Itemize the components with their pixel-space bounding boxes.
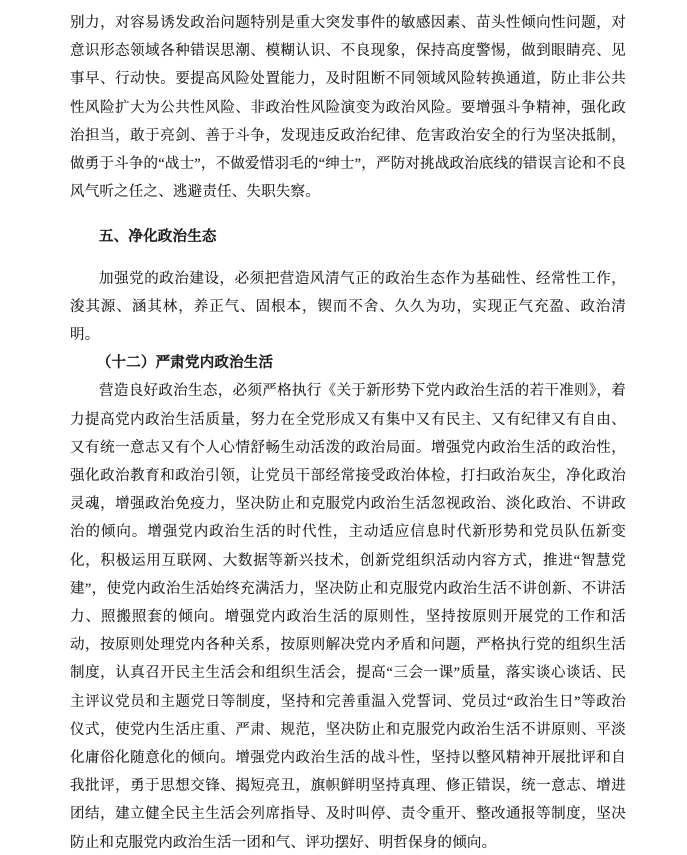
section-heading: 五、净化政治生态 [99,229,217,246]
subsection-body-paragraph: 营造良好政治生态，必须严格执行《关于新形势下党内政治生活的若干准则》，着力提高党内政治生活质量，努力在全党形成又有集中又有民主、又有纪律又有自由、又有统一意志又有个人心情舒畅生动活泼的政治局面。增强党内政治生活的政治性，强化政治教育和政治引领，让党员干部经常接受政治体检，打扫政治灰尘，净化政治灵魂，增强政治免疫力，坚决防止和克服党内政治生活忽视政治、淡化政治、不讲政治的倾向。增强党内政治生活的时代性，主动适应信息时代新形势和党员队伍新变化，积极运用互联网、大数据等新兴技术，创新党组织活动内容方式，推进“智慧党建”，使党内政治生活始终充满活力，坚决防止和克服党内政治生活不讲创新、不讲活力、照搬照套的倾向。增强党内政治生活的原则性，坚持按原则开展党的工作和活动，按原则处理党内各种关系，按原则解决党内矛盾和问题，严格执行党的组织生活制度，认真召开民主生活会和组织生活会，提高“三会一课”质量，落实谈心谈话、民主评议党员和主题党日等制度，坚持和完善重温入党誓词、党员过“政治生日”等政治仪式，使党内生活庄重、严肃、规范，坚决防止和克服党内政治生活不讲原则、平淡化庸俗化随意化的倾向。增强党内政治生活的战斗性，坚持以整风精神开展批评和自我批评，勇于思想交锋、揭短亮丑，旗帜鲜明坚持真理、修正错误，统一意志、增进团结，建立健全民主生活会列席指导、及时叫停、责令重开、整改通报等制度，坚决防止和克服党内政治生活一团和气、评功摆好、明哲保身的倾向。 [70,383,626,851]
subsection-heading: （十二）严肃党内政治生活 [96,355,274,372]
document-content [70,9,626,855]
continuation-paragraph: 别力，对容易诱发政治问题特别是重大突发事件的敏感因素、苗头性倾向性问题，对意识形态领域各种错误思潮、模糊认识、不良现象，保持高度警惕，做到眼睛亮、见事早、行动快。要提高风险处置能力，及时阻断不同领域风险转换通道，防止非公共性风险扩大为公共性风险、非政治性风险演变为政治风险。要增强斗争精神，强化政治担当，敢于亮剑、善于斗争，发现违反政治纪律、危害政治安全的行为坚决抵制，做勇于斗争的“战士”，不做爱惜羽毛的“绅士”，严防对挑战政治底线的错误言论和不良风气听之任之、逃避责任、失职失察。 [70,15,626,201]
section-intro-paragraph: 加强党的政治建设，必须把营造风清气正的政治生态作为基础性、经常性工作，浚其源、涵其林，养正气、固根本，锲而不舍、久久为功，实现正气充盈、政治清明。 [70,270,626,344]
